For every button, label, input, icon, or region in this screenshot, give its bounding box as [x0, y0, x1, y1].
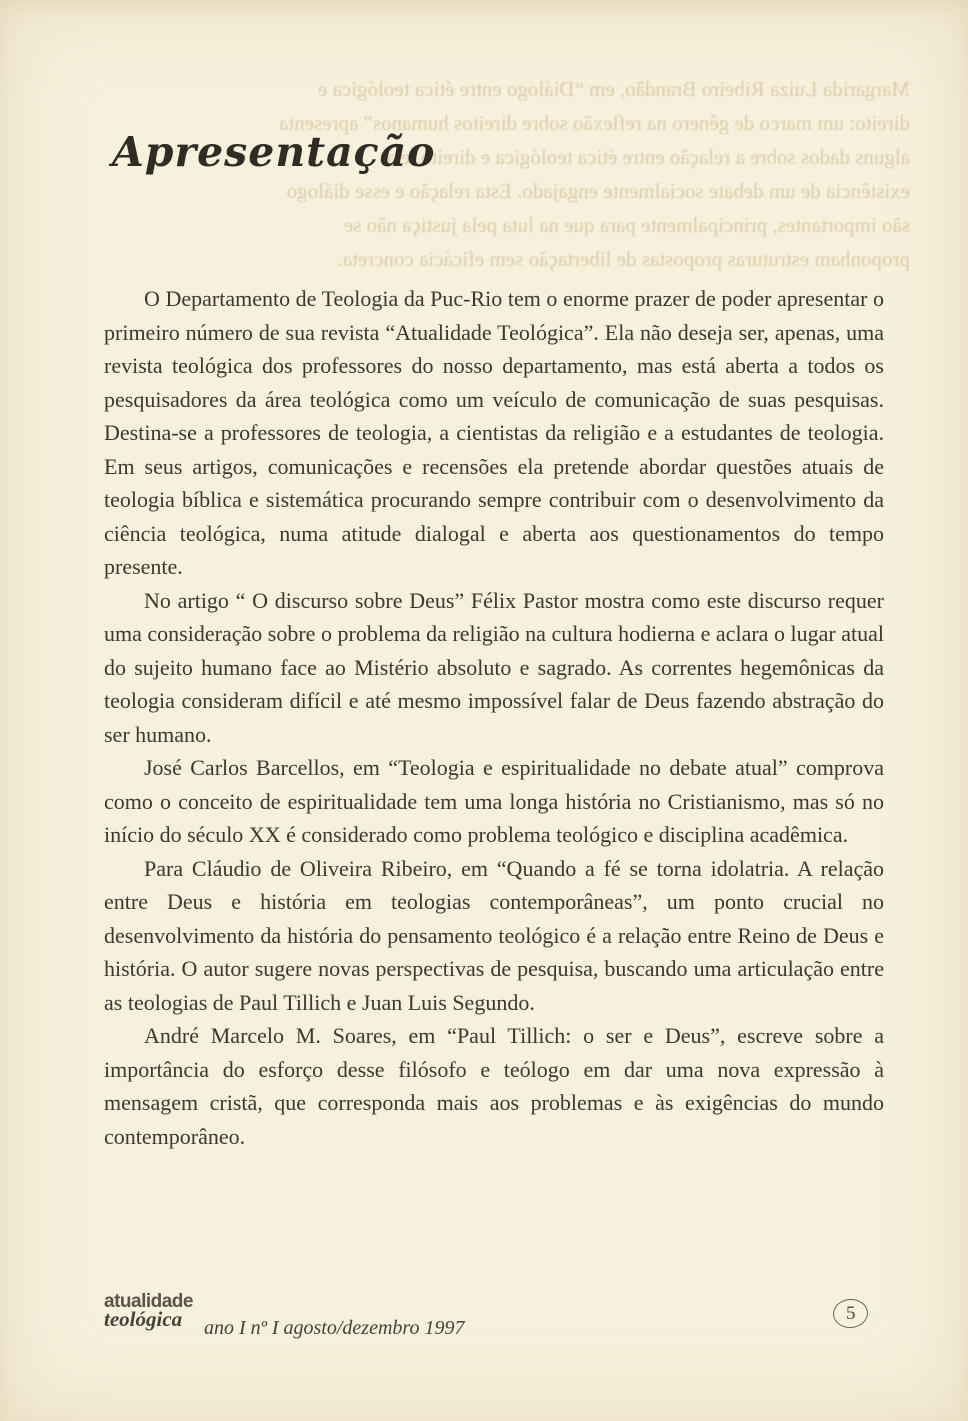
page-footer — [104, 1293, 884, 1353]
bleedthrough-text-line: existência de um debate socialmente engajado. Esta relação e esse diálogo — [286, 179, 910, 203]
bleedthrough-text-line: alguns dados sobre a relação entre ética teológica e direito, e a — [386, 145, 910, 169]
paragraph: José Carlos Barcellos, em “Teologia e espiritualidade no debate atual” comprova como o conceito de espiritualidade tem uma longa história no Cristianismo, mas só no início do século XX é considerado como problema teológico e disciplina acadêmica. — [104, 755, 884, 847]
paragraph: Para Cláudio de Oliveira Ribeiro, em “Quando a fé se torna idolatria. A relação entre Deus e história em teologias contemporâneas”, um ponto crucial no desenvolvimento da história do pensamento teológico é a relação entre Reino de Deus e história. O autor sugere novas perspectivas de pesquisa, buscando uma articulação entre as teologias de Paul Tillich e Juan Luis Segundo. — [104, 855, 884, 1015]
article-body — [104, 282, 884, 1153]
bleedthrough-text-line: Margarida Luiza Ribeiro Brandão, em “Diálogo entre ética teológica e — [317, 77, 910, 101]
journal-wordmark-top: atualidade — [104, 1291, 193, 1312]
bleedthrough-text-line: proponham estruturas propostas de libertação sem eficácia concreta. — [337, 247, 910, 271]
paragraph: André Marcelo M. Soares, em “Paul Tillich: o ser e Deus”, escreve sobre a importância do esforço desse filósofo e teólogo em dar uma nova expressão à mensagem cristã, que corresponda mais aos problemas e às exigências do mundo contemporâneo. — [104, 1023, 884, 1149]
page-number: 5 — [845, 1302, 856, 1324]
bleedthrough-text-line: direito: um marco de gênero na reflexão sobre direitos humanos” apresenta — [279, 111, 910, 135]
bleedthrough-text-line: são importantes, principalmente para que na luta pela justiça não se — [343, 213, 910, 237]
page-title: Apresentação — [112, 128, 436, 176]
journal-wordmark — [104, 1293, 193, 1329]
paragraph: O Departamento de Teologia da Puc-Rio tem o enorme prazer de poder apresentar o primeiro número de sua revista “Atualidade Teológica”. Ela não deseja ser, apenas, uma revista teológica dos professores do nosso departamento, mas está aberta a todos os pesquisadores da área teológica como um veículo de comunicação de suas pesquisas. Destina-se a professores de teologia, a cientistas da religião e a estudantes de teologia. Em seus artigos, comunicações e recensões ela pretende abordar questões atuais de teologia bíblica e sistemática procurando sempre contribuir com o desenvolvimento da ciência teológica, numa atitude dialogal e aberta aos questionamentos do tempo presente. — [104, 286, 884, 579]
journal-wordmark-bottom: teológica — [104, 1307, 183, 1331]
paragraph: No artigo “ O discurso sobre Deus” Félix Pastor mostra como este discurso requer uma consideração sobre o problema da religião na cultura hodierna e aclara o lugar atual do sujeito humano face ao Mistério absoluto e sagrado. As correntes hegemônicas da teologia consideram difícil e até mesmo impossível falar de Deus fazendo abstração do ser humano. — [104, 587, 884, 747]
issue-info: ano I nº I agosto/dezembro 1997 — [204, 1317, 465, 1339]
